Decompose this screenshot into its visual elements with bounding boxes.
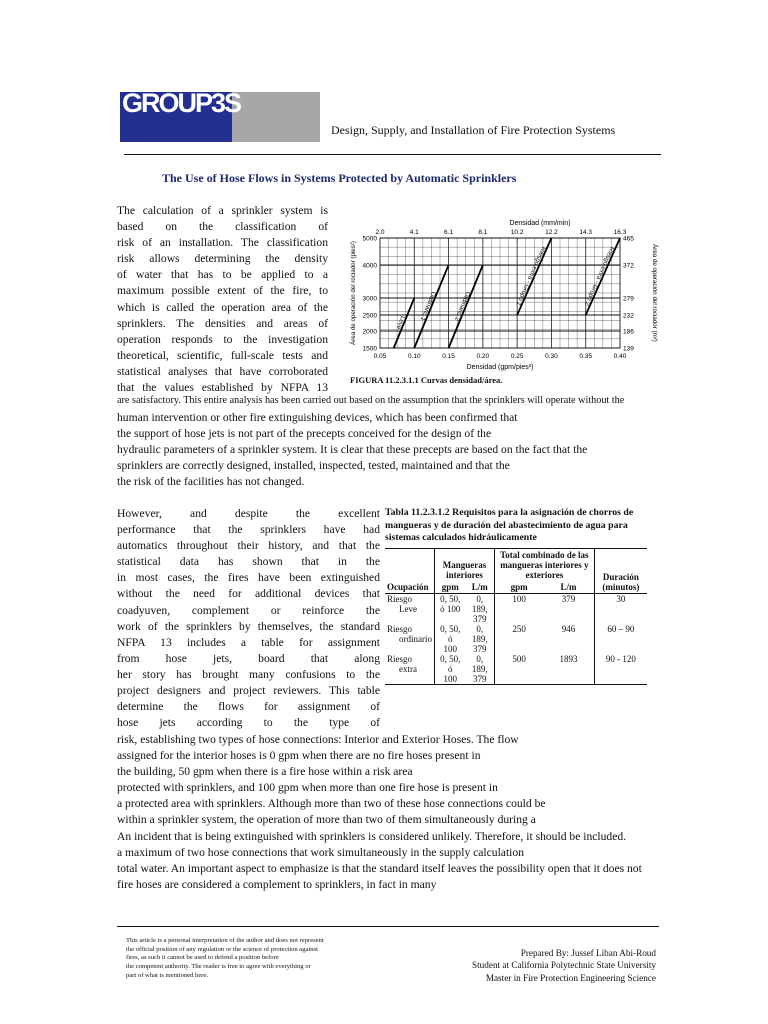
cell-text: 100: [443, 643, 457, 654]
text-line: determine the flows for assignment of: [117, 700, 380, 714]
col-occupancy: Ocupación: [385, 548, 435, 593]
text-line: operation responds to the investigation: [117, 332, 328, 346]
y2-tick-label: 139: [623, 345, 634, 353]
x-tick-label: 0.15: [442, 353, 455, 360]
text-line: theoretical, scientific, full-scale tests and: [117, 348, 328, 362]
cell-text: ó 100: [440, 603, 461, 614]
y-tick-label: 5000: [362, 235, 377, 243]
table-title: Tabla 11.2.3.1.2 Requisitos para la asignación de chorros de mangueras y de duración del abastecimiento de agua para sistemas calculados hidráulicamente: [385, 507, 634, 543]
col-total-gpm: gpm: [495, 581, 544, 594]
text-line: her story has brought many confusions to the: [117, 667, 380, 681]
x-tick-label: 0.10: [407, 353, 421, 360]
cell-text: 0, 50,: [440, 593, 461, 604]
density-area-chart: [342, 214, 664, 374]
table-row: [385, 624, 647, 654]
disclaimer-line: the official position of any regulation or the science of protection against: [126, 945, 318, 953]
table-cell: [543, 654, 594, 685]
cell-text: 90 - 120: [605, 653, 636, 664]
col-total-lm: L/m: [560, 581, 577, 592]
cell-text: 100: [512, 593, 526, 604]
text-line: from hose jets, board that along: [117, 651, 380, 665]
x2-tick-label: 10.2: [510, 229, 524, 236]
col-interior-gpm: gpm: [435, 581, 466, 594]
text-line: work of the sprinklers by themselves, the standard: [117, 619, 380, 633]
footer-disclaimer: [126, 937, 366, 981]
y-tick-label: 3000: [362, 295, 377, 303]
text-line: a maximum of two hose connections that work simultaneously in the supply calculation: [117, 845, 524, 859]
x2-tick-label: 6.1: [444, 229, 454, 236]
paragraph-2-wide: [117, 732, 662, 893]
text-line: based on the classification of: [117, 220, 328, 234]
cell-text: 100: [443, 673, 457, 684]
text-line: project designers and project reviewers. This table: [117, 684, 380, 698]
table-cell: [594, 624, 647, 654]
text-line: of water that has to be applied to a: [117, 268, 328, 282]
x-tick-label: 0.30: [545, 353, 558, 360]
series-label: Ordinario 1: [418, 290, 437, 322]
table-cell: [435, 624, 466, 654]
y-tick-label: 4000: [362, 262, 377, 270]
text-line: An incident that is being extinguished with sprinklers is considered unlikely. Therefore, it should be included.: [117, 829, 627, 843]
cell-text: Riesgo: [387, 593, 413, 604]
text-line: However, and despite the excellent: [117, 507, 380, 520]
y-tick-label: 2000: [362, 328, 377, 336]
cell-text: 946: [561, 623, 576, 634]
header-rule: [124, 154, 661, 155]
cell-text: 379: [561, 593, 576, 604]
x-tick-label: 0.20: [476, 353, 490, 360]
cell-text: 30: [616, 593, 626, 604]
col-interior-group: Mangueras interiores: [435, 548, 495, 581]
col-duration: Duración (minutos): [594, 548, 647, 593]
cell-text: 250: [512, 623, 526, 634]
cell-text: Riesgo: [387, 623, 413, 634]
y-tick-label: 1500: [362, 345, 377, 353]
text-line: protected with sprinklers, and 100 gpm when more than one fire hose is present in: [117, 781, 498, 795]
text-line: within a sprinkler system, the operation of more than two of them simultaneously during a: [117, 813, 536, 827]
x-tick-label: 0.05: [373, 353, 387, 360]
text-line: NFPA 13 includes a table for assignment: [117, 635, 380, 649]
footer-rule: [117, 926, 659, 927]
text-line: assigned for the interior hoses is 0 gpm when there are no fire hoses present in: [117, 749, 481, 763]
series-label: Leve: [394, 314, 407, 331]
y2-tick-label: 465: [623, 235, 634, 243]
text-line: risk of an installation. The classification: [117, 236, 328, 250]
text-line: hose jets according to the type of: [117, 716, 380, 730]
text-line: the risk of the facilities has not changed.: [117, 475, 305, 489]
series-label: Ordinario 2: [452, 290, 472, 322]
table-cell: [495, 593, 544, 624]
series-label: Riesgo extra - Grupo 2: [583, 245, 616, 307]
text-line: risk allows determining the density: [117, 252, 328, 266]
text-line: fire hoses are considered a complement to sprinklers, in fact in many: [117, 877, 437, 891]
text-line: coadyuven, complement or reinforce the: [117, 603, 380, 617]
table-cell: [435, 654, 466, 685]
table-cell: [543, 624, 594, 654]
x-tick-label: 0.35: [579, 353, 593, 360]
cell-text: 379: [473, 643, 487, 654]
text-line: human intervention or other fire extinguishing devices, which has been confirmed that: [117, 411, 518, 424]
text-line: maximum possible extent of the fire, to: [117, 284, 328, 298]
table-row: [385, 654, 647, 685]
table-cell: [495, 624, 544, 654]
x-tick-label: 0.40: [613, 353, 627, 360]
paragraph-1-wide: [117, 410, 662, 490]
cell-text: 0, 189,: [471, 623, 488, 644]
author-degree: Master in Fire Protection Engineering Science: [485, 972, 656, 983]
disclaimer-line: the competent authority. The reader is free to agree with everything or: [126, 963, 311, 971]
y-axis-label: Área de operación del rociador (pies²): [350, 241, 357, 345]
table-cell: [385, 624, 435, 654]
text-line: in most cases, the fires have been extinguished: [117, 571, 380, 585]
cell-text: Leve: [399, 603, 417, 614]
cell-text: 379: [473, 613, 487, 624]
y2-axis-label: Área de operación del rociador (m²): [651, 244, 658, 342]
hose-allowance-table: [385, 548, 647, 685]
col-interior-lm: L/m: [471, 581, 488, 592]
disclaimer-line: part of what is mentioned here.: [126, 971, 209, 979]
text-line: a protected area with sprinklers. Although more than two of these hose connections could be: [117, 797, 546, 811]
x2-tick-label: 2.0: [375, 229, 385, 236]
paragraph-2-narrow: [117, 506, 380, 731]
article-title: The Use of Hose Flows in Systems Protected by Automatic Sprinklers: [162, 171, 517, 185]
hose-allowance-table-block: [385, 507, 647, 685]
x2-tick-label: 16.3: [613, 229, 627, 236]
table-cell: [594, 654, 647, 685]
text-line: total water. An important aspect to emphasize is that the standard itself leaves the possibility open that it does not: [117, 861, 642, 875]
x2-axis-label: Densidad (mm/min): [509, 220, 571, 227]
y-tick-label: 2500: [362, 312, 377, 320]
table-cell: [543, 593, 594, 624]
text-line: statistical analyses that have corroborated: [117, 364, 328, 378]
text-line: performance that the sprinklers have had: [117, 523, 380, 537]
y2-tick-label: 279: [623, 295, 634, 303]
logo-text: GROUP3S: [122, 88, 241, 118]
text-line: which is called the operation area of the: [117, 300, 328, 314]
y2-tick-label: 186: [623, 328, 634, 336]
author-credits: [430, 947, 656, 984]
cell-text: 0, 189,: [471, 653, 488, 674]
disclaimer-line: This article is a personal interpretation of the author and does not represent: [126, 937, 324, 944]
paragraph-1-narrow: [117, 203, 328, 396]
x2-tick-label: 14.3: [579, 229, 593, 236]
header-tagline: Design, Supply, and Installation of Fire Protection Systems: [331, 123, 616, 137]
y2-tick-label: 232: [623, 312, 634, 320]
x2-tick-label: 12.2: [545, 229, 558, 236]
x2-tick-label: 4.1: [409, 229, 419, 236]
text-line: sprinklers are correctly designed, installed, inspected, tested, maintained and that the: [117, 459, 510, 473]
text-line: The calculation of a sprinkler system is: [117, 204, 328, 217]
table-row: [385, 593, 647, 624]
series-label: Riesgo extra - Grupo 1: [514, 245, 547, 307]
text-line: without the need for additional devices that: [117, 587, 380, 601]
table-cell: [465, 593, 494, 624]
x2-tick-label: 8.1: [478, 229, 488, 236]
text-line: the support of hose jets is not part of the precepts conceived for the design of the: [117, 427, 492, 441]
cell-text: 0, 189,: [471, 593, 488, 614]
cell-text: 1893: [559, 653, 578, 664]
table-cell: [385, 593, 435, 624]
cell-text: 500: [512, 653, 526, 664]
table-cell: [435, 593, 466, 624]
cell-text: 0, 50, ó: [440, 653, 461, 674]
text-line: that the values established by NFPA 13: [117, 381, 328, 395]
text-line: automatics throughout their history, and that the: [117, 539, 380, 553]
table-cell: [465, 654, 494, 685]
text-line: statistical data has shown that in the: [117, 555, 380, 569]
text-line: the building, 50 gpm when there is a fire hose within a risk area: [117, 765, 413, 779]
col-total-group: Total combinado de las mangueras interiores y exteriores: [495, 548, 595, 581]
text-line: hydraulic parameters of a sprinkler system. It is clear that these precepts are based on the fact that the: [117, 443, 588, 457]
figure-caption: FIGURA 11.2.3.1.1 Curvas densidad/área.: [350, 375, 503, 385]
author-affiliation: Student at California Polytechnic State University: [472, 960, 656, 971]
y2-tick-label: 372: [623, 262, 634, 270]
cell-text: 60 – 90: [607, 623, 635, 634]
table-cell: [465, 624, 494, 654]
prepared-by: Prepared By: Jussef Liban Abi-Roud: [520, 948, 656, 958]
cell-text: 0, 50, ó: [440, 623, 461, 644]
table-cell: [594, 593, 647, 624]
cell-text: 379: [473, 673, 487, 684]
cell-text: extra: [399, 663, 417, 674]
cell-text: ordinario: [399, 633, 432, 644]
cell-text: Riesgo: [387, 653, 413, 664]
table-cell: [495, 654, 544, 685]
x-axis-label: Densidad (gpm/pies²): [466, 364, 534, 371]
paragraph-1-small-line: are satisfactory. This entire analysis has been carried out based on the assumption that the sprinklers will operate without the: [117, 395, 625, 406]
x-tick-label: 0.25: [510, 353, 524, 360]
text-line: sprinklers. The densities and areas of: [117, 316, 328, 330]
text-line: risk, establishing two types of hose connections: Interior and Exterior Hoses. The flow: [117, 733, 519, 746]
disclaimer-line: fires, as such it cannot be used to defend a position before: [126, 954, 279, 962]
table-cell: [385, 654, 435, 685]
